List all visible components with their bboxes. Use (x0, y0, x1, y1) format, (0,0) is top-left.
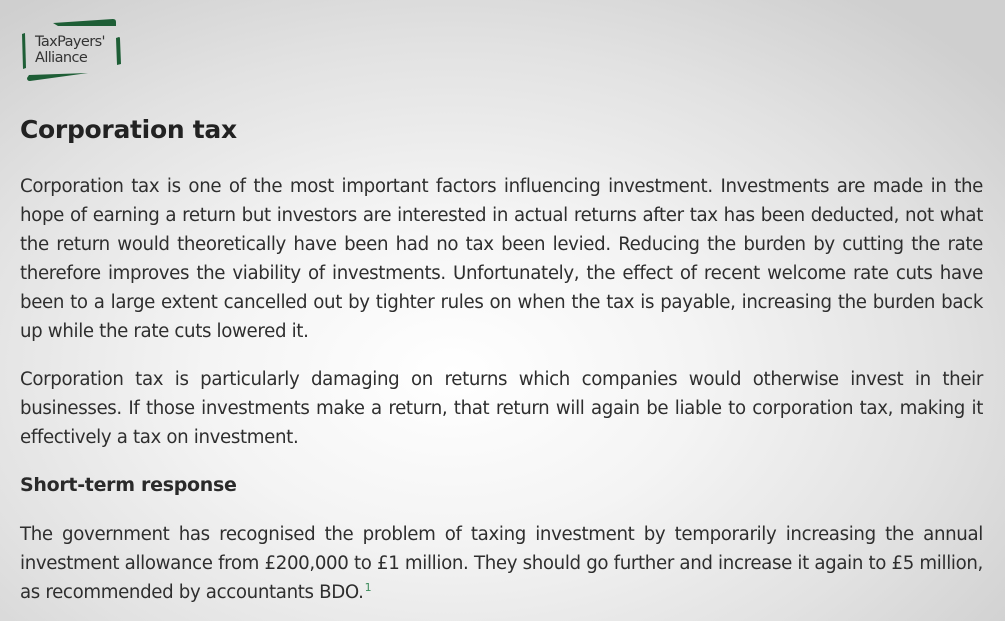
paragraph-short-term-response (20, 520, 983, 607)
section-heading-short-term: Short-term response (20, 474, 237, 496)
paragraph-investment: Corporation tax is particularly damaging on returns which companies would otherwise invest in their businesses. If those investments make a return, that return will again be liable to corporation tax, making it effectively a tax on investment. (20, 369, 983, 448)
page-title: Corporation tax (20, 115, 237, 144)
article-content (20, 112, 983, 607)
logo-text (35, 34, 105, 66)
paragraph-intro: Corporation tax is one of the most important factors influencing investment. Investments are made in the hope of earning a return but investors are interested in actual returns after tax has been deducted, not what the return would theoretically have been had no tax been levied. Reducing the burden by cutting the rate therefore improves the viability of investments. Unfortunately, the effect of recent welcome rate cuts have been to a large extent cancelled out by tighter rules on when the tax is payable, increasing the burden back up while the rate cuts lowered it. (20, 176, 983, 342)
footnote-link[interactable]: 1 (364, 580, 372, 594)
taxpayers-alliance-logo (20, 18, 126, 84)
logo-line-2: Alliance (35, 50, 88, 66)
paragraph-short-term-text: The government has recognised the problem of taxing investment by temporarily increasing the annual investment allowance from £200,000 to £1 million. They should go further and increase it again to £5 million, as recommended by accountants BDO. (20, 524, 983, 603)
logo-line-1: TaxPayers' (35, 34, 105, 50)
